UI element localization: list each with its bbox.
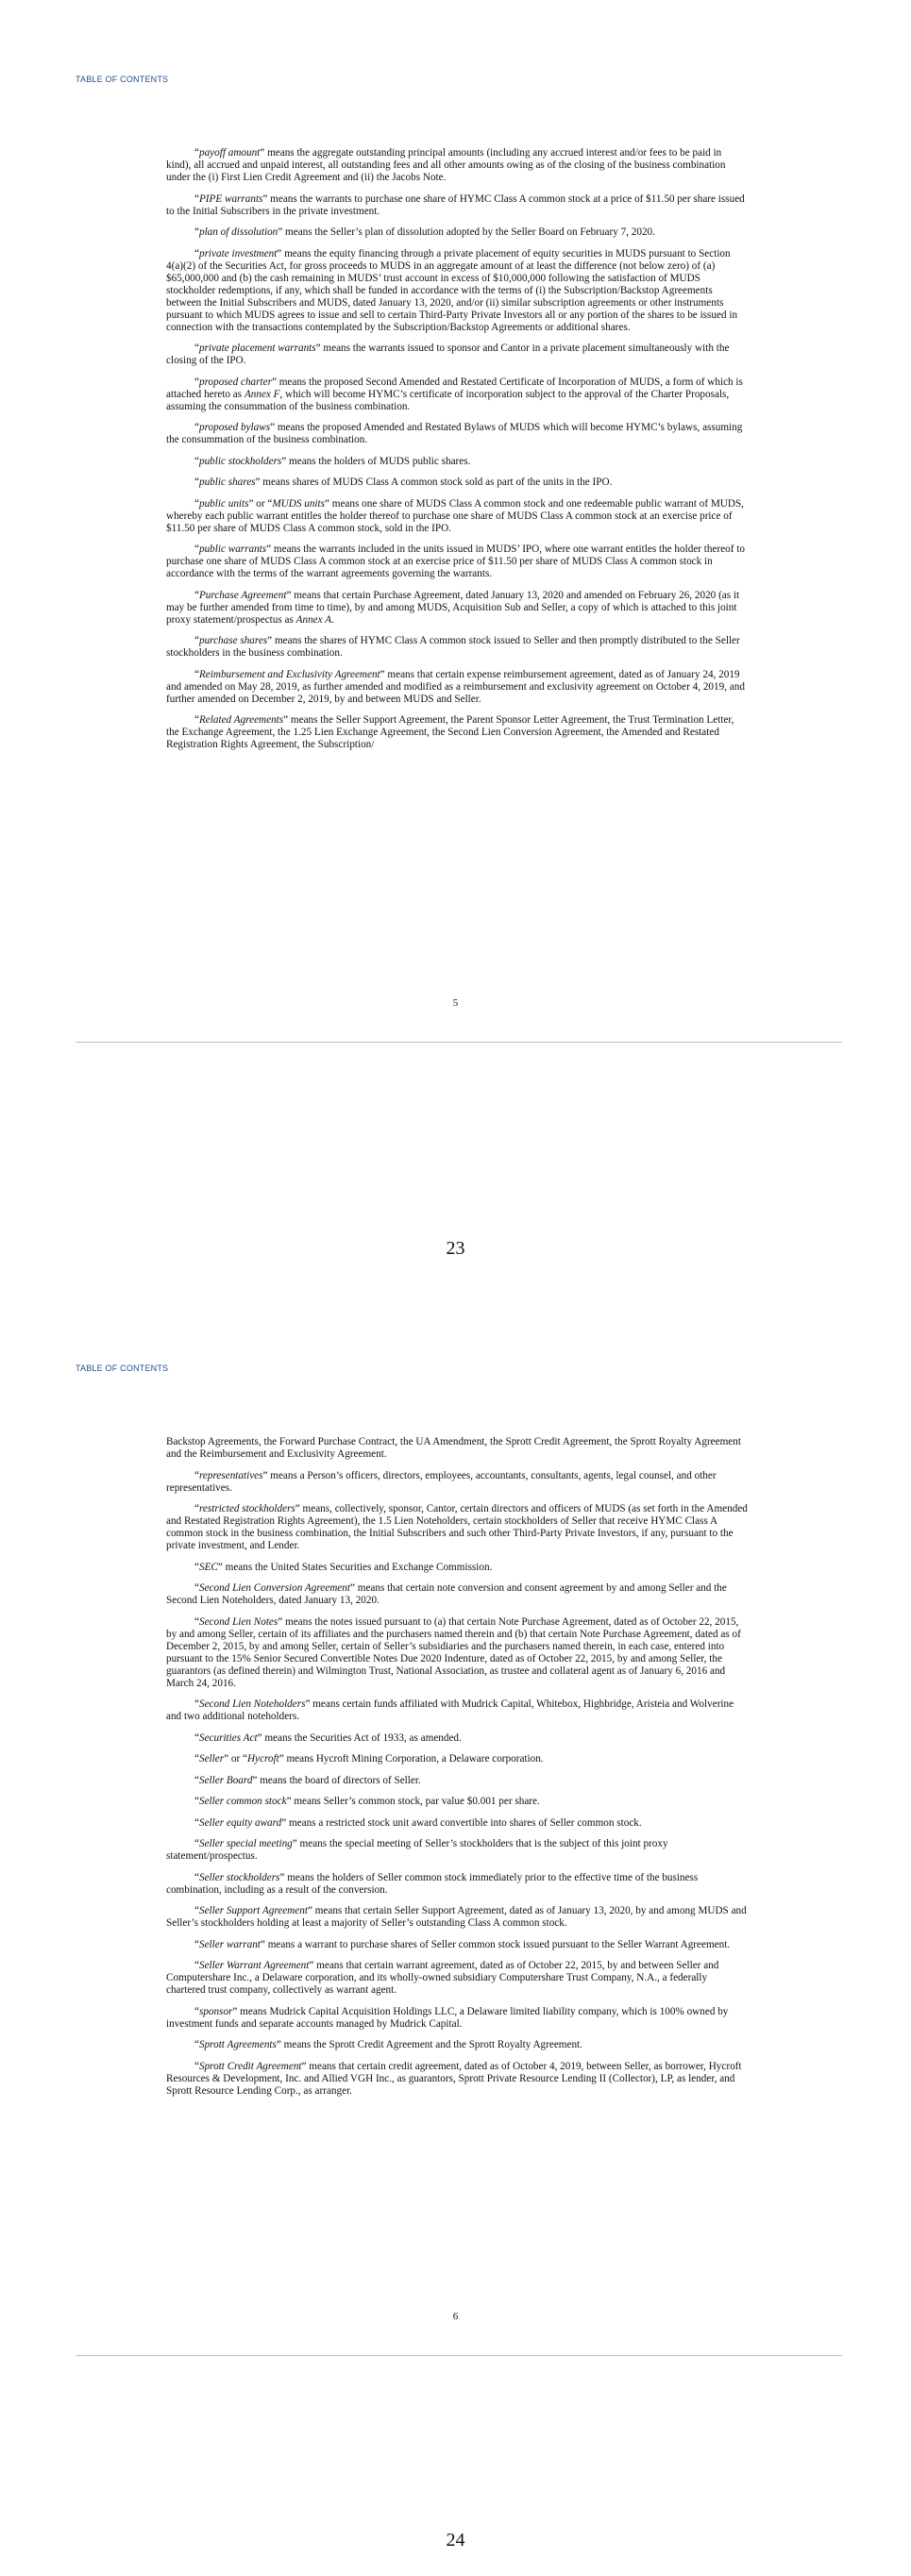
defined-term: restricted stockholders: [198, 1503, 295, 1514]
definition-paragraph: “private investment” means the equity financing through a private placement of equity securities in MUDS pursuant to Section 4(a)(2) of the Securities Act, for gross proceeds to MUDS in an aggregate amount of at least the difference (not below zero) of (a) $65,000,000 and (b) the cash remaining in MUDS’ trust account in excess of $10,000,000 following the satisfaction of MUDS stockholder redemptions, if any, which shall be funded in accordance with the terms of (i) the Subscription/Backstop Agreements between the Initial Subscribers and MUDS, dated January 13, 2020, and/or (ii) similar subscription agreements or other instruments pursuant to which MUDS agrees to issue and sell to certain Third-Party Private Investors all or any portion of the shares to be issued in connection with the transactions contemplated by the Subscription/Backstop Agreements or additional shares.: [166, 247, 738, 333]
outer-page-number: 23: [446, 1238, 465, 1259]
definition-paragraph: “public shares” means shares of MUDS Class A common stock sold as part of the units in the IPO.: [194, 477, 613, 488]
definition-paragraph: “Reimbursement and Exclusivity Agreement” means that certain expense reimbursement agreement, dated as of January 24, 2019 and amended on May 28, 2019, as further amended and modified as a reimbursement and exclusivity agreement on October 4, 2019, and further amended on December 2, 2019, by and between MUDS and Seller.: [166, 668, 745, 705]
definition-text: means that certain Purchase Agreement, dated January 13, 2020 and amended on February 26, 2020 (as it may be further amended from time to time), by and among MUDS, Acquisition Sub and Seller, a copy of which is attached to this joint proxy statement/prospectus as: [166, 589, 740, 626]
italic-reference: Annex A: [295, 613, 332, 626]
definition-paragraph: “Second Lien Notes” means the notes issued pursuant to (a) that certain Note Purchase Agreement, dated as of October 22, 2015, by and among Seller, certain of its affiliates and the purchasers named therein and (b) that certain Note Purchase Agreement, dated as of December 2, 2015, by and among Seller, certain of Seller’s subsidiaries and the purchasers named therein, in each case, entered into pursuant to the 15% Senior Secured Convertible Notes Due 2020 Indenture, dated as of October 22, 2015, by and among Seller, the guarantors (as defined therein) and Wilmington Trust, National Association, as trustee and collateral agent as of January 6, 2016 and March 24, 2016.: [166, 1615, 741, 1689]
definition-paragraph: “sponsor” means Mudrick Capital Acquisition Holdings LLC, a Delaware limited liability company, which is 100% owned by investment funds and separate accounts managed by Mudrick Capital.: [166, 2005, 729, 2030]
defined-term: representatives: [198, 1469, 263, 1481]
definition-text: means the Securities Act of 1933, as amended.: [261, 1731, 462, 1744]
definition-paragraph: “PIPE warrants” means the warrants to purchase one share of HYMC Class A common stock at a price of $11.50 per share issued to the Initial Subscribers in the private investment.: [166, 192, 745, 217]
definition-text: ” means one share of MUDS Class A common stock and one redeemable public warrant of MUDS, whereby each public warrant entitles the holder thereof to purchase one share of MUDS Class A common stock at an exercise price of $11.50 per share of MUDS Class A common stock, sold in the IPO.: [166, 497, 744, 534]
definition-paragraph: “Sprott Agreements” means the Sprott Credit Agreement and the Sprott Royalty Agreement.: [194, 2039, 582, 2050]
defined-term: payoff amount: [198, 147, 261, 159]
defined-term: private placement warrants: [198, 343, 316, 354]
definition-text: means the shares of HYMC Class A common stock issued to Seller and then promptly distributed to the Seller stockholders in the business combination.: [166, 635, 740, 659]
definition-text: means the equity financing through a private placement of equity securities in MUDS pursuant to Section 4(a)(2) of the Securities Act, for gross proceeds to MUDS in an aggregate amount of at least the difference (not below zero) of (a) $65,000,000 and (b) the cash remaining in MUDS’ trust account in excess of $10,000,000 following the satisfaction of MUDS stockholder redemptions, if any, which shall be funded in accordance with the terms of (i) the Subscription/Backstop Agreements between the Initial Subscribers and MUDS, dated January 13, 2020, and/or (ii) similar subscription agreements or other instruments pursuant to which MUDS agrees to issue and sell to certain Third-Party Private Investors all or any portion of the shares to be issued in connection with the transactions contemplated by the Subscription/Backstop Agreements or additional shares.: [166, 247, 738, 333]
definition-text: means that certain credit agreement, dated as of October 4, 2019, between Seller, as borrower, Hycroft Resources & Development, Inc. and Allied VGH Inc., as guarantors, Sprott Private Resource Lending II (Collector), LP, as lender, and Sprott Resource Lending Corp., as arranger.: [166, 2060, 742, 2097]
defined-term: Purchase Agreement: [198, 589, 287, 601]
definition-text: means a restricted stock unit award convertible into shares of Seller common stock.: [286, 1816, 642, 1829]
definition-text: means the holders of Seller common stock immediately prior to the effective time of the business combination, including as a result of the conversion.: [166, 1871, 699, 1896]
defined-term: Seller: [198, 1753, 225, 1765]
defined-term: Sprott Credit Agreement: [198, 2060, 302, 2072]
italic-reference: Annex F: [244, 388, 280, 400]
defined-term: Second Lien Noteholders: [198, 1698, 306, 1710]
definition-text: means the Seller Support Agreement, the Parent Sponsor Letter Agreement, the Trust Termination Letter, the Exchange Agreement, the 1.25 Lien Exchange Agreement, the Second Lien Conversion Agreement, the Amended and Restated Registration Rights Agreement, the Subscription/: [166, 714, 734, 750]
definition-text: means that certain expense reimbursement agreement, dated as of January 24, 2019 and amended on May 28, 2019, as further amended and modified as a reimbursement and exclusivity agreement on October 4, 2019, and further amended on December 2, 2019, by and between MUDS and Seller.: [166, 668, 745, 705]
defined-term: Seller Board: [198, 1774, 253, 1786]
definition-paragraph: “Securities Act” means the Securities Act of 1933, as amended.: [194, 1731, 462, 1744]
definition-text: means the special meeting of Seller’s stockholders that is the subject of this joint proxy statement/prospectus.: [166, 1838, 668, 1862]
italic-reference: MUDS units: [272, 497, 325, 510]
definition-paragraph: “Seller Warrant Agreement” means that certain warrant agreement, dated as of October 22, 2015, by and between Seller and Computershare Inc., a Delaware corporation, and its wholly-owned subsidiary Computershare Trust Company, N.A., a federally chartered trust company, collectively as warrant agent.: [166, 1960, 719, 1996]
definition-paragraph: “public stockholders” means the holders of MUDS public shares.: [194, 455, 471, 467]
defined-term: Seller common stock: [198, 1796, 287, 1807]
definition-paragraph: “Second Lien Noteholders” means certain funds affiliated with Mudrick Capital, Whitebox, Highbridge, Aristeia and Wolverine and two additional noteholders.: [166, 1698, 734, 1722]
definition-paragraph: “Sprott Credit Agreement” means that certain credit agreement, dated as of October 4, 2019, between Seller, as borrower, Hycroft Resources & Development, Inc. and Allied VGH Inc., as guarantors, Sprott Private Resource Lending II (Collector), LP, as lender, and Sprott Resource Lending Corp., as arranger.: [166, 2060, 742, 2097]
table-of-contents-link[interactable]: TABLE OF CONTENTS: [76, 75, 169, 84]
defined-term: Seller Support Agreement: [198, 1905, 308, 1916]
defined-term: SEC: [198, 1561, 218, 1573]
definition-text: means the warrants included in the units issued in MUDS’ IPO, where one warrant entitles the holder thereof to purchase one share of MUDS Class A common stock at an exercise price of $11.50 per share of MUDS Class A common stock in accordance with the terms of the warrant agreements governing the warrants.: [166, 544, 745, 579]
defined-term: proposed charter: [198, 376, 272, 388]
defined-term: Second Lien Conversion Agreement: [198, 1582, 350, 1594]
defined-term: Seller Warrant Agreement: [198, 1960, 310, 1971]
definition-text: ” means Hycroft Mining Corporation, a Delaware corporation.: [278, 1753, 544, 1765]
definition-text: , which will become HYMC’s certificate of incorporation subject to the approval of the Charter Proposals, assuming the consummation of the business combination.: [166, 388, 730, 412]
definition-paragraph: “Purchase Agreement” means that certain Purchase Agreement, dated January 13, 2020 and amended on February 26, 2020 (as it may be further amended from time to time), by and among MUDS, Acquisition Sub and Seller, a copy of which is attached to this joint proxy statement/prospectus as Annex A.: [166, 589, 740, 626]
defined-term: proposed bylaws: [198, 422, 271, 433]
definition-paragraph: “Seller special meeting” means the special meeting of Seller’s stockholders that is the subject of this joint proxy statement/prospectus.: [166, 1838, 668, 1862]
defined-term: plan of dissolution: [198, 226, 278, 238]
defined-term: Seller warrant: [198, 1938, 261, 1950]
defined-term: Securities Act: [198, 1731, 258, 1744]
continued-paragraph: [166, 1436, 749, 1461]
defined-term: public units: [198, 497, 249, 510]
page-divider: [76, 2355, 842, 2356]
definition-text: means, collectively, sponsor, Cantor, certain directors and officers of MUDS (as set forth in the Amended and Restated Registration Rights Agreement), the 1.5 Lien Noteholders, certain stockholders of Seller that receive HYMC Class A common stock in the business combination, the Initial Subscribers and such other Third-Party Private Investors, if any, pursuant to the private investment, and Lender.: [166, 1503, 748, 1551]
definition-paragraph: “Seller warrant” means a warrant to purchase shares of Seller common stock issued pursuant to the Seller Warrant Agreement.: [194, 1938, 731, 1950]
definition-paragraph: “Seller equity award” means a restricted stock unit award convertible into shares of Seller common stock.: [194, 1816, 642, 1829]
page-number: 5: [452, 997, 459, 1009]
page-number: 6: [452, 2311, 459, 2322]
definition-text: means the United States Securities and Exchange Commission.: [222, 1561, 493, 1573]
defined-term: public shares: [198, 477, 256, 488]
defined-term: public warrants: [198, 544, 267, 555]
definition-text: means the Sprott Credit Agreement and the Sprott Royalty Agreement.: [280, 2039, 582, 2050]
definition-paragraph: “purchase shares” means the shares of HYMC Class A common stock issued to Seller and then promptly distributed to the Seller stockholders in the business combination.: [166, 635, 740, 659]
definition-paragraph: “Related Agreements” means the Seller Support Agreement, the Parent Sponsor Letter Agreement, the Trust Termination Letter, the Exchange Agreement, the 1.25 Lien Exchange Agreement, the Second Lien Conversion Agreement, the Amended and Restated Registration Rights Agreement, the Subscription/: [166, 714, 734, 750]
definition-text: .: [331, 613, 334, 626]
definition-paragraph: “public units” or “MUDS units” means one share of MUDS Class A common stock and one redeemable public warrant of MUDS, whereby each public warrant entitles the holder thereof to purchase one share of MUDS Class A common stock at an exercise price of $11.50 per share of MUDS Class A common stock, sold in the IPO.: [166, 497, 744, 534]
definition-paragraph: “proposed charter” means the proposed Second Amended and Restated Certificate of Incorporation of MUDS, a form of which is attached hereto as Annex F, which will become HYMC’s certificate of incorporation subject to the approval of the Charter Proposals, assuming the consummation of the business combination.: [166, 376, 743, 412]
definition-paragraph: “plan of dissolution” means the Seller’s plan of dissolution adopted by the Seller Board on February 7, 2020.: [194, 226, 655, 238]
definition-text: means the aggregate outstanding principal amounts (including any accrued interest and/or fees to be paid in kind), all accrued and unpaid interest, all outstanding fees and all other amounts owing as of the closing of the business combination under the (i) First Lien Credit Agreement and (ii) the Jacobs Note.: [166, 147, 726, 183]
defined-term: Second Lien Notes: [198, 1615, 278, 1628]
definition-paragraph: “Seller Board” means the board of directors of Seller.: [194, 1774, 421, 1786]
defined-term: Seller special meeting: [198, 1838, 293, 1849]
table-of-contents-link[interactable]: TABLE OF CONTENTS: [76, 1363, 169, 1373]
definition-paragraph: “Seller common stock” means Seller’s common stock, par value $0.001 per share.: [194, 1796, 540, 1807]
definition-text: means the notes issued pursuant to (a) that certain Note Purchase Agreement, dated as of October 22, 2015, by and among Seller, certain of its affiliates and the purchasers named therein and (b) that certain Note Purchase Agreement, dated as of December 2, 2015, by and among Seller, certain of Seller’s subsidiaries and the purchasers named therein, in each case, entered into pursuant to the 15% Senior Secured Convertible Notes Due 2020 Indenture, dated as of October 22, 2015, by and among Seller, the guarantors (as defined therein) and Wilmington Trust, National Association, as trustee and collateral agent as of January 6, 2016 and March 24, 2016.: [166, 1615, 741, 1689]
definition-text: means the warrants issued to sponsor and Cantor in a private placement simultaneously with the closing of the IPO.: [166, 343, 730, 366]
page-body: [166, 1436, 749, 2106]
definition-text: means that certain note conversion and consent agreement by and among Seller and the Second Lien Noteholders, dated January 13, 2020.: [166, 1582, 727, 1606]
definition-text: means certain funds affiliated with Mudrick Capital, Whitebox, Highbridge, Aristeia and Wolverine and two additional noteholders.: [166, 1698, 734, 1722]
definition-paragraph: “representatives” means a Person’s officers, directors, employees, accountants, consultants, agents, legal counsel, and other representatives.: [166, 1469, 717, 1494]
defined-term: private investment: [198, 247, 278, 259]
definition-paragraph: “Seller stockholders” means the holders of Seller common stock immediately prior to the effective time of the business combination, including as a result of the conversion.: [166, 1871, 699, 1896]
page-body: [166, 147, 749, 761]
defined-term: Reimbursement and Exclusivity Agreement: [198, 668, 380, 680]
defined-term: PIPE warrants: [198, 192, 263, 205]
definition-text: or “: [253, 497, 273, 510]
definition-paragraph: “payoff amount” means the aggregate outstanding principal amounts (including any accrued interest and/or fees to be paid in kind), all accrued and unpaid interest, all outstanding fees and all other amounts owing as of the closing of the business combination under the (i) First Lien Credit Agreement and (ii) the Jacobs Note.: [166, 147, 726, 183]
definition-paragraph: “Seller Support Agreement” means that certain Seller Support Agreement, dated as of January 13, 2020, by and among MUDS and Seller’s stockholders holding at least a majority of Seller’s outstanding Class A common stock.: [166, 1905, 747, 1929]
definition-text: means the proposed Amended and Restated Bylaws of MUDS which will become HYMC’s bylaws, assuming the consummation of the business combination.: [166, 422, 743, 445]
definition-text: means the Seller’s plan of dissolution adopted by the Seller Board on February 7, 2020.: [282, 226, 655, 238]
definition-paragraph: “restricted stockholders” means, collectively, sponsor, Cantor, certain directors and officers of MUDS (as set forth in the Amended and Restated Registration Rights Agreement), the 1.5 Lien Noteholders, certain stockholders of Seller that receive HYMC Class A common stock in the business combination, the Initial Subscribers and such other Third-Party Private Investors, if any, pursuant to the private investment, and Lender.: [166, 1503, 748, 1551]
defined-term: Seller equity award: [198, 1816, 282, 1829]
definition-paragraph: “private placement warrants” means the warrants issued to sponsor and Cantor in a private placement simultaneously with the closing of the IPO.: [166, 343, 730, 366]
defined-term: public stockholders: [198, 455, 282, 467]
definition-text: means the warrants to purchase one share of HYMC Class A common stock at a price of $11.50 per share issued to the Initial Subscribers in the private investment.: [166, 192, 745, 217]
defined-term: Seller stockholders: [198, 1871, 280, 1883]
definition-text: means the board of directors of Seller.: [257, 1774, 421, 1786]
definition-paragraph: “Seller” or “Hycroft” means Hycroft Mining Corporation, a Delaware corporation.: [194, 1753, 544, 1765]
definition-text: means a Person’s officers, directors, employees, accountants, consultants, agents, legal counsel, and other representatives.: [166, 1469, 717, 1494]
defined-term: purchase shares: [198, 635, 268, 646]
definition-text: means the proposed Second Amended and Restated Certificate of Incorporation of MUDS, a form of which is attached hereto as: [166, 376, 743, 400]
definition-paragraph: “public warrants” means the warrants included in the units issued in MUDS’ IPO, where one warrant entitles the holder thereof to purchase one share of MUDS Class A common stock at an exercise price of $11.50 per share of MUDS Class A common stock in accordance with the terms of the warrant agreements governing the warrants.: [166, 544, 745, 579]
definition-text: means Seller’s common stock, par value $0.001 per share.: [291, 1796, 540, 1807]
italic-reference: Hycroft: [246, 1753, 279, 1765]
defined-term: sponsor: [198, 2005, 233, 2017]
definition-text: means that certain warrant agreement, dated as of October 22, 2015, by and between Seller and Computershare Inc., a Delaware corporation, and its wholly-owned subsidiary Computershare Trust Company, N.A., a federally chartered trust company, collectively as warrant agent.: [166, 1960, 719, 1996]
definition-paragraph: “SEC” means the United States Securities and Exchange Commission.: [194, 1561, 493, 1573]
definition-text: means that certain Seller Support Agreement, dated as of January 13, 2020, by and among MUDS and Seller’s stockholders holding at least a majority of Seller’s outstanding Class A common stock.: [166, 1905, 747, 1929]
outer-page-number: 24: [446, 2530, 465, 2551]
definition-text: means a warrant to purchase shares of Seller common stock issued pursuant to the Seller Warrant Agreement.: [264, 1938, 731, 1950]
defined-term: Related Agreements: [198, 714, 284, 726]
definition-paragraph: “Second Lien Conversion Agreement” means that certain note conversion and consent agreement by and among Seller and the Second Lien Noteholders, dated January 13, 2020.: [166, 1582, 727, 1606]
definition-text: means shares of MUDS Class A common stock sold as part of the units in the IPO.: [260, 477, 613, 488]
definition-text: means the holders of MUDS public shares.: [286, 455, 471, 467]
definition-text: means Mudrick Capital Acquisition Holdings LLC, a Delaware limited liability company, which is 100% owned by investment funds and separate accounts managed by Mudrick Capital.: [166, 2005, 729, 2030]
definition-text: or “: [228, 1753, 247, 1765]
defined-term: Sprott Agreements: [198, 2039, 277, 2050]
definition-text: Backstop Agreements, the Forward Purchase Contract, the UA Amendment, the Sprott Credit Agreement, the Sprott Royalty Agreement and the Reimbursement and Exclusivity Agreement.: [166, 1436, 741, 1460]
page-divider: [76, 1042, 842, 1043]
definition-paragraph: “proposed bylaws” means the proposed Amended and Restated Bylaws of MUDS which will become HYMC’s bylaws, assuming the consummation of the business combination.: [166, 422, 743, 445]
